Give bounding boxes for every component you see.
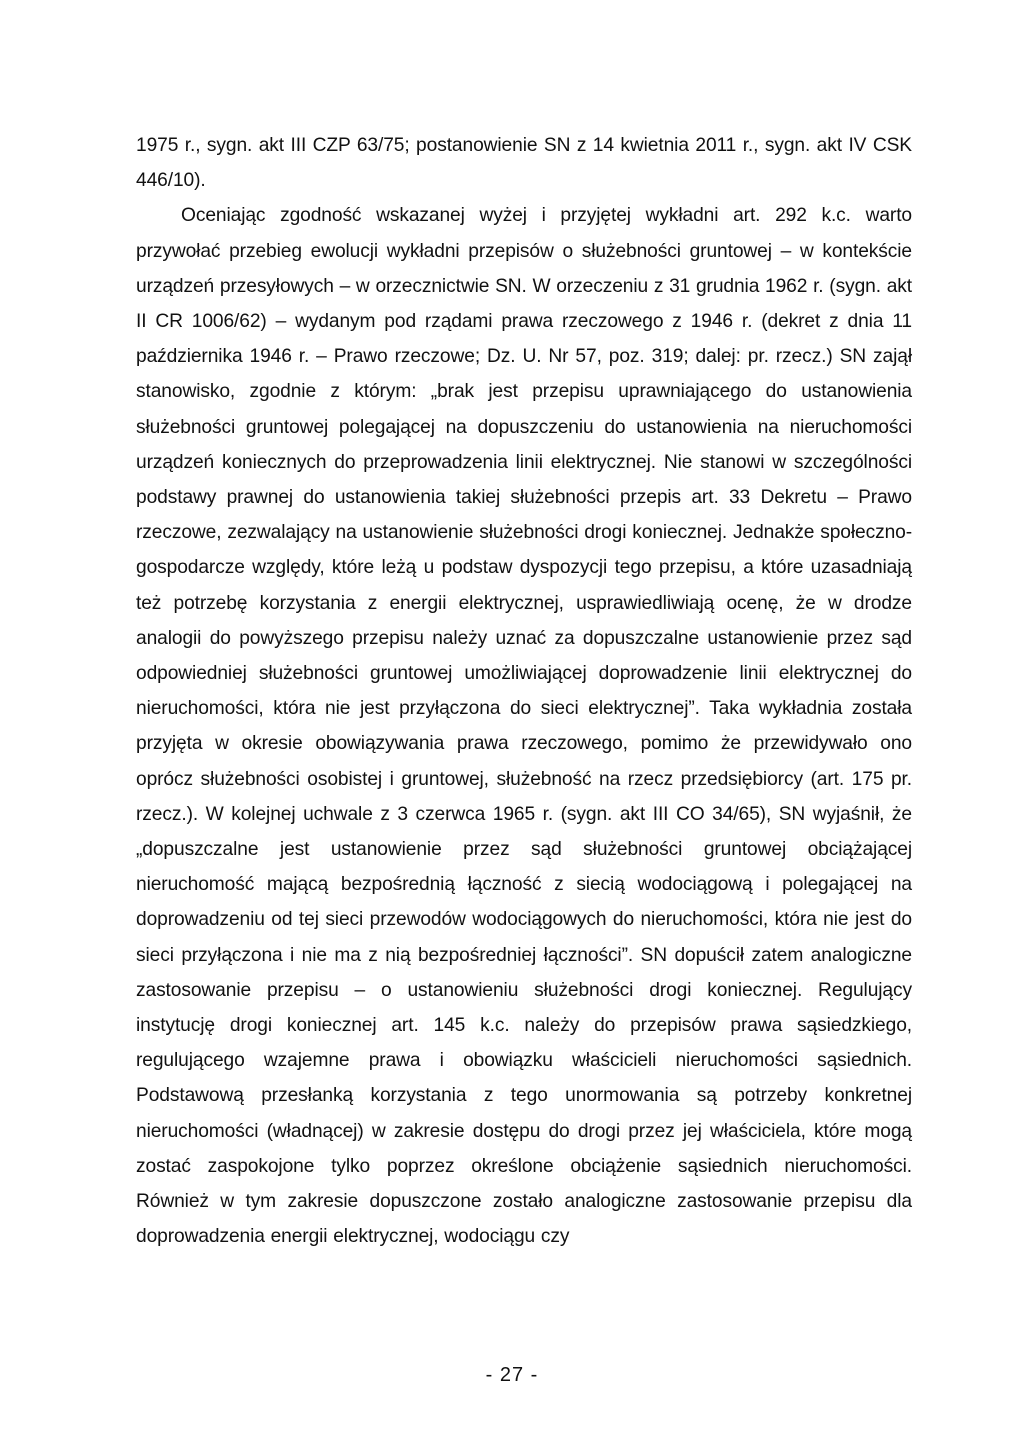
paragraph-continuation: 1975 r., sygn. akt III CZP 63/75; postanowienie SN z 14 kwietnia 2011 r., sygn. akt IV CSK 446/10). [136,135,912,192]
document-body [136,128,912,1255]
paragraph-main: Oceniając zgodność wskazanej wyżej i przyjętej wykładni art. 292 k.c. warto przywołać przebieg ewolucji wykładni przepisów o służebności gruntowej – w kontekście urządzeń przesyłowych – w orzecznictwie SN. W orzeczeniu z 31 grudnia 1962 r. (sygn. akt II CR 1006/62) – wydanym pod rządami prawa rzeczowego z 1946 r. (dekret z dnia 11 października 1946 r. – Prawo rzeczowe; Dz. U. Nr 57, poz. 319; dalej: pr. rzecz.) SN zajął stanowisko, zgodnie z którym: „brak jest przepisu uprawniającego do ustanowienia służebności gruntowej polegającej na dopuszczeniu do ustanowienia na nieruchomości urządzeń koniecznych do przeprowadzenia linii elektrycznej. Nie stanowi w szczególności podstawy prawnej do ustanowienia takiej służebności przepis art. 33 Dekretu – Prawo rzeczowe, zezwalający na ustanowienie służebności drogi koniecznej. Jednakże społeczno-gospodarcze względy, które leżą u podstaw dyspozycji tego przepisu, a które uzasadniają też potrzebę korzystania z energii elektrycznej, usprawiedliwiają ocenę, że w drodze analogii do powyższego przepisu należy uznać za dopuszczalne ustanowienie przez sąd odpowiedniej służebności gruntowej umożliwiającej doprowadzenie linii elektrycznej do nieruchomości, która nie jest przyłączona do sieci elektrycznej”. Taka wykładnia została przyjęta w okresie obowiązywania prawa rzeczowego, pomimo że przewidywało ono oprócz służebności osobistej i gruntowej, służebność na rzecz przedsiębiorcy (art. 175 pr. rzecz.). W kolejnej uchwale z 3 czerwca 1965 r. (sygn. akt III CO 34/65), SN wyjaśnił, że „dopuszczalne jest ustanowienie przez sąd służebności gruntowej obciążającej nieruchomość mającą bezpośrednią łączność z siecią wodociągową i polegającej na doprowadzeniu od tej sieci przewodów wodociągowych do nieruchomości, która nie jest do sieci przyłączona i nie ma z nią bezpośredniej łączności”. SN dopuścił zatem analogiczne zastosowanie przepisu – o ustanowieniu służebności drogi koniecznej. Regulujący instytucję drogi koniecznej art. 145 k.c. należy do przepisów prawa sąsiedzkiego, regulującego wzajemne prawa i obowiązku właścicieli nieruchomości sąsiednich. Podstawową przesłanką korzystania z tego unormowania są potrzeby konkretnej nieruchomości (władnącej) w zakresie dostępu do drogi przez jej właściciela, które mogą zostać zaspokojone tylko poprzez określone obciążenie sąsiednich nieruchomości. Również w tym zakresie dopuszczone zostało analogiczne zastosowanie przepisu dla doprowadzenia energii elektrycznej, wodociągu czy [136,205,912,1248]
page-number: - 27 - [485,1364,539,1386]
